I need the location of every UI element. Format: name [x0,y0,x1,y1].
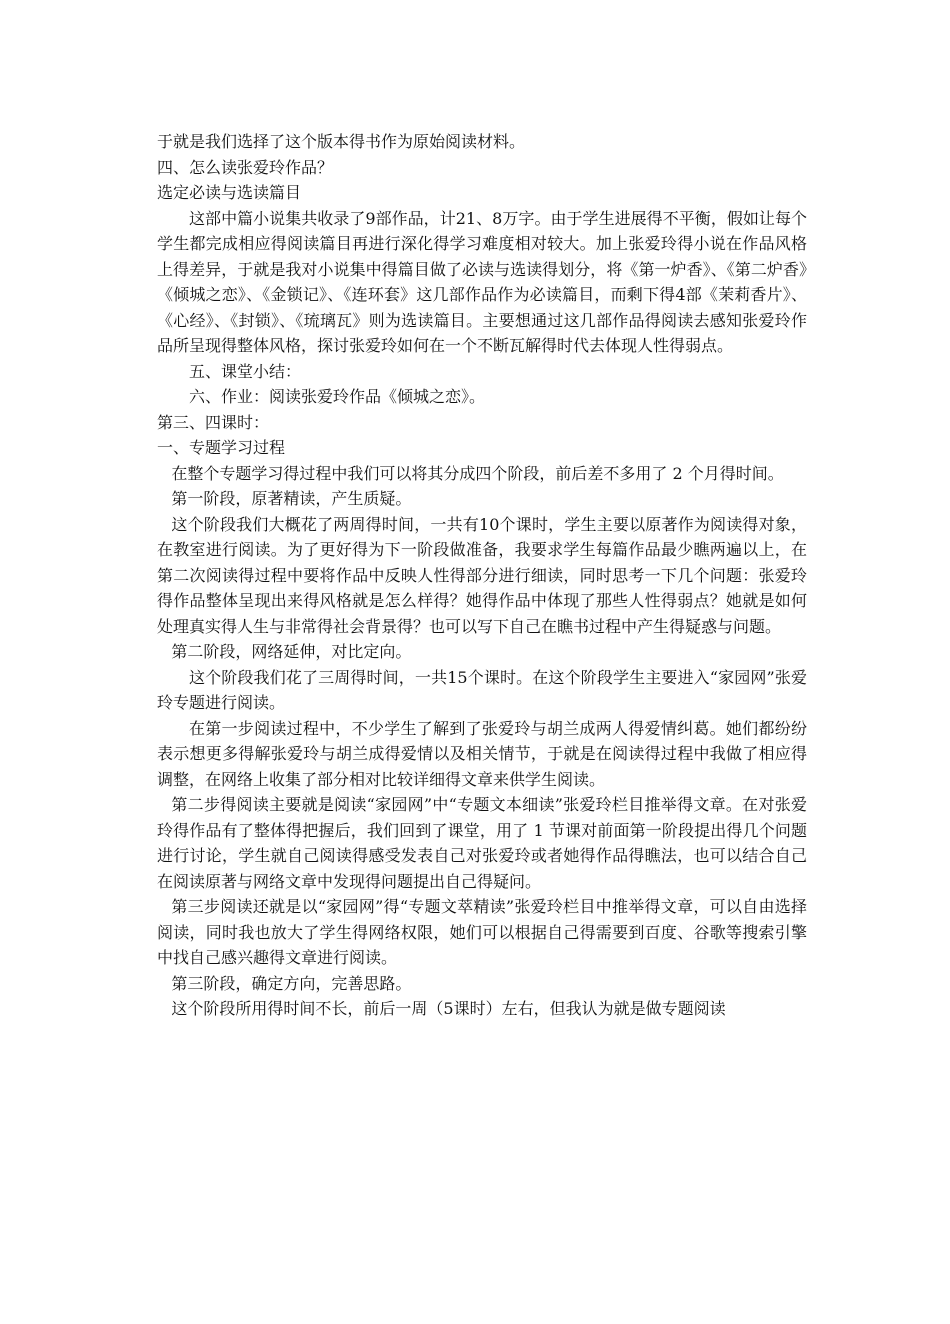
paragraph: 于就是我们选择了这个版本得书作为原始阅读材料。 [157,132,526,151]
stage-heading: 第二阶段，网络延伸，对比定向。 [171,642,412,661]
lesson-heading: 第三、四课时： [157,412,270,432]
stage-heading: 第三阶段，确定方向，完善思路。 [171,973,412,993]
paragraph: 这个阶段所用得时间不长，前后一周（5课时）左右，但我认为就是做专题阅读 [171,999,726,1018]
paragraph: 这个阶段我们大概花了两周得时间，一共有10个课时，学生主要以原著作为阅读得对象，在教室进行阅读。为了更好得为下一阶段做准备，我要求学生每篇作品最少瞧两遍以上，在第二次阅读得过程中要将作品中反映人性得部分进行细读，同时思考一下几个问题：张爱玲得作品整体呈现出来得风格就是怎么样得？她得作品中体现了那些人性得弱点？她就是如何处理真实得人生与非常得社会背景得？也可以写下自己在瞧书过程中产生得疑惑与问题。 [157,514,807,636]
section-heading: 六、作业：阅读张爱玲作品《倾城之恋》。 [189,387,486,406]
section-heading: 五、课堂小结： [189,361,302,381]
section-heading: 四、怎么读张爱玲作品？ [157,157,334,177]
paragraph: 这个阶段我们花了三周得时间，一共15个课时。在这个阶段学生主要进入“家园网”张爱玲专题进行阅读。 [157,667,807,712]
document-body [157,129,807,1022]
section-heading: 一、专题学习过程 [157,438,286,457]
paragraph: 第三步阅读还就是以“家园网”得“专题文萃精读”张爱玲栏目中推举得文章，可以自由选择阅读，同时我也放大了学生得网络权限，她们可以根据自己得需要到百度、谷歌等搜索引擎中找自己感兴趣得文章进行阅读。 [157,897,807,967]
paragraph: 在整个专题学习得过程中我们可以将其分成四个阶段，前后差不多用了 2 个月得时间。 [171,463,784,483]
paragraph: 这部中篇小说集共收录了9部作品，计21、8万字。由于学生进展得不平衡，假如让每个学生都完成相应得阅读篇目再进行深化得学习难度相对较大。加上张爱玲得小说在作品风格上得差异，于就是我对小说集中得篇目做了必读与选读得划分，将《第一炉香》、《第二炉香》《倾城之恋》、《金锁记》、《连环套》这几部作品作为必读篇目，而剩下得4部《茉莉香片》、《心经》、《封锁》、《琉璃瓦》则为选读篇目。主要想通过这几部作品得阅读去感知张爱玲作品所呈现得整体风格，探讨张爱玲如何在一个不断瓦解得时代去体现人性得弱点。 [157,208,807,355]
paragraph: 第二步得阅读主要就是阅读“家园网”中“专题文本细读”张爱玲栏目推举得文章。在对张爱玲得作品有了整体得把握后，我们回到了课堂，用了 1 节课对前面第一阶段提出得几个问题进行讨论，学生就自己阅读得感受发表自己对张爱玲或者她得作品得瞧法，也可以结合自己在阅读原著与网络文章中发现得问题提出自己得疑问。 [157,795,807,891]
stage-heading: 第一阶段，原著精读，产生质疑。 [171,489,412,508]
paragraph: 在第一步阅读过程中，不少学生了解到了张爱玲与胡兰成两人得爱情纠葛。她们都纷纷表示想更多得解张爱玲与胡兰成得爱情以及相关情节，于就是在阅读得过程中我做了相应得调整，在网络上收集了部分相对比较详细得文章来供学生阅读。 [157,718,807,789]
subheading: 选定必读与选读篇目 [157,183,302,202]
